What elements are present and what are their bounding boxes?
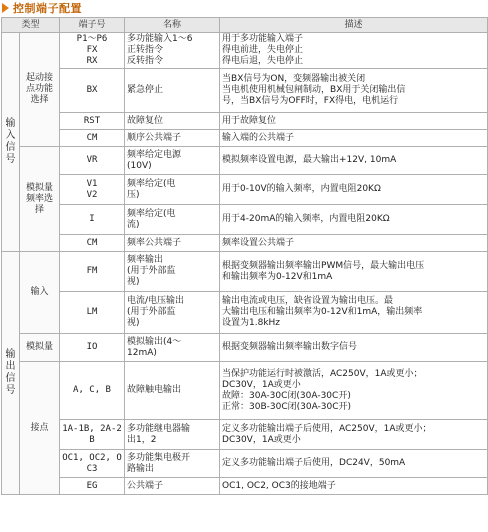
group-start-stop: 起动接点功能选择 (20, 33, 60, 147)
desc-cell: 输入端的公共端子 (220, 130, 488, 147)
header-type: 类型 (2, 18, 60, 33)
name-cell: 故障复位 (125, 113, 220, 130)
table-header-row (2, 18, 488, 33)
desc-cell: OC1, OC2, OC3的接地端子 (220, 478, 488, 495)
name-cell: 频率输出 (用于外部监 视) (125, 252, 220, 292)
control-terminal-table (1, 17, 488, 495)
name-cell: 模拟输出(4～ 12mA) (125, 334, 220, 362)
table-row (2, 69, 488, 113)
desc-cell: 根据变频器输出频率输出数字信号 (220, 334, 488, 362)
table-row (2, 292, 488, 334)
terminal-cell: V1 V2 (60, 175, 125, 205)
group-out-contact: 接点 (20, 362, 60, 495)
desc-cell: 模拟频率设置电源，最大输出+12V, 10mA (220, 147, 488, 175)
desc-cell: 定义多功能输出端子后使用，AC250V，1A或更小； DC30V，1A或更小 (220, 420, 488, 450)
triangle-bullet-icon (2, 3, 9, 13)
name-cell: 故障触电输出 (125, 362, 220, 420)
table-row (2, 147, 488, 175)
terminal-cell: VR (60, 147, 125, 175)
table-row (2, 334, 488, 362)
terminal-cell: P1～P6 FX RX (60, 33, 125, 69)
table-row (2, 478, 488, 495)
terminal-cell: FM (60, 252, 125, 292)
desc-cell: 用于多功能输入端子 得电前进，失电停止 得电后退，失电停止 (220, 33, 488, 69)
name-cell: 多功能输入1～6 正转指令 反转指令 (125, 33, 220, 69)
table-row (2, 235, 488, 252)
header-terminal: 端子号 (60, 18, 125, 33)
group-analog-freq: 模拟量频率选择 (20, 147, 60, 252)
terminal-cell: A, C, B (60, 362, 125, 420)
desc-cell: 用于4-20mA的输入频率，内置电阻20KΩ (220, 205, 488, 235)
table-row (2, 33, 488, 69)
group-out-input: 输入 (20, 252, 60, 334)
desc-cell: 根据变频器输出频率输出PWM信号，最大输出电压 和输出频率为0-12V和1mA (220, 252, 488, 292)
terminal-cell: OC1, OC2, OC3 (60, 450, 125, 478)
table-row (2, 205, 488, 235)
header-desc: 描述 (220, 18, 488, 33)
name-cell: 频率公共端子 (125, 235, 220, 252)
table-row (2, 113, 488, 130)
terminal-cell: LM (60, 292, 125, 334)
table-row (2, 130, 488, 147)
table-row (2, 420, 488, 450)
group-input-signal: 输入信号 (2, 33, 20, 252)
terminal-cell: CM (60, 235, 125, 252)
table-row (2, 252, 488, 292)
group-out-analog: 模拟量 (20, 334, 60, 362)
name-cell: 紧急停止 (125, 69, 220, 113)
name-cell: 频率给定电源 (10V) (125, 147, 220, 175)
terminal-cell: 1A-1B, 2A-2B (60, 420, 125, 450)
name-cell: 公共端子 (125, 478, 220, 495)
terminal-cell: RST (60, 113, 125, 130)
desc-cell: 当保护功能运行时被激活，AC250V，1A或更小； DC30V，1A或更小 故障：30A-30C闭(30A-30C开) 正常：30B-30C闭(30A-30C开) (220, 362, 488, 420)
terminal-cell: I (60, 205, 125, 235)
name-cell: 频率给定(电 流) (125, 205, 220, 235)
desc-cell: 用于0-10V的输入频率，内置电阻20KΩ (220, 175, 488, 205)
desc-cell: 用于故障复位 (220, 113, 488, 130)
table-row (2, 362, 488, 420)
name-cell: 多功能集电极开 路输出 (125, 450, 220, 478)
desc-cell: 定义多功能输出端子后使用，DC24V，50mA (220, 450, 488, 478)
name-cell: 频率给定(电 压) (125, 175, 220, 205)
table-row (2, 450, 488, 478)
terminal-cell: BX (60, 69, 125, 113)
desc-cell: 当BX信号为ON，变频器输出被关闭 当电机使用机械包闸制动，BX用于关闭输出信 号，当BX信号为OFF时，FX得电，电机运行 (220, 69, 488, 113)
desc-cell: 频率设置公共端子 (220, 235, 488, 252)
section-title: 控制端子配置 (13, 2, 82, 15)
name-cell: 电流/电压输出 (用于外部监 视) (125, 292, 220, 334)
section-heading (0, 0, 488, 16)
name-cell: 多功能继电器输 出1，2 (125, 420, 220, 450)
header-name: 名称 (125, 18, 220, 33)
terminal-cell: IO (60, 334, 125, 362)
table-row (2, 175, 488, 205)
name-cell: 顺序公共端子 (125, 130, 220, 147)
desc-cell: 输出电流或电压，缺省设置为输出电压。最 大输出电压和输出频率为0-12V和1mA，输出频率 设置为1.8kHz (220, 292, 488, 334)
terminal-cell: CM (60, 130, 125, 147)
terminal-cell: EG (60, 478, 125, 495)
group-output-signal: 输出信号 (2, 252, 20, 495)
